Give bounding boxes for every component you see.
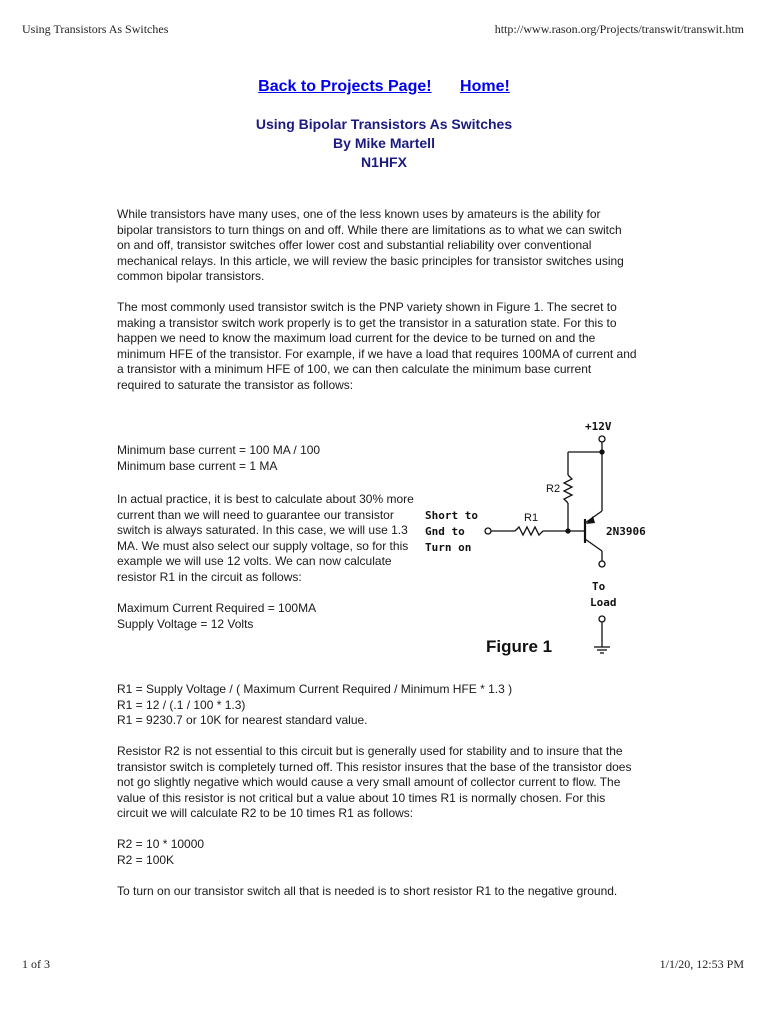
paragraph-pnp bbox=[117, 300, 637, 394]
calc-base-current bbox=[117, 443, 417, 474]
input-terminal bbox=[485, 528, 491, 534]
callsign-line: N1HFX bbox=[361, 154, 407, 170]
calc-line: R2 = 100K bbox=[117, 852, 175, 867]
paragraph-practice bbox=[117, 492, 417, 586]
back-to-projects-link[interactable]: Back to Projects Page! bbox=[258, 78, 432, 95]
supply-label: +12V bbox=[585, 420, 612, 433]
ground-icon bbox=[594, 622, 610, 653]
calc-line: Maximum Current Required = 100MA bbox=[117, 601, 317, 615]
paragraph-text: To turn on our transistor switch all that is needed is to short resistor R1 to the negative ground. bbox=[117, 884, 618, 898]
input-label-3: Turn on bbox=[425, 541, 472, 554]
r1-resistor bbox=[515, 527, 543, 535]
calc-line: Minimum base current = 1 MA bbox=[117, 458, 278, 473]
article-title bbox=[0, 115, 768, 172]
calc-line: Supply Voltage = 12 Volts bbox=[117, 616, 254, 631]
paragraph-text: Resistor R2 is not essential to this circuit but is generally used for stability and to insure that the transistor switch is completely turned off. This resistor insures that the base of the transistor does not go slightly negative which would cause a very small amount of collector current to flow. The value of this resistor is not critical but a value about 10 times R1 is normally chosen. For this circuit we will calculate R2 to be 10 times R1 as follows: bbox=[117, 744, 632, 821]
requirements bbox=[117, 601, 417, 632]
figure-1-schematic bbox=[420, 415, 670, 665]
figure-caption: Figure 1 bbox=[486, 637, 553, 656]
print-footer-date: 1/1/20, 12:53 PM bbox=[659, 957, 744, 971]
paragraph-r2 bbox=[117, 744, 637, 822]
author-line: By Mike Martell bbox=[333, 135, 435, 151]
load-terminal bbox=[599, 616, 605, 622]
calc-line: Minimum base current = 100 MA / 100 bbox=[117, 443, 321, 457]
calc-r1 bbox=[117, 682, 637, 729]
print-header-url: http://www.rason.org/Projects/transwit/transwit.htm bbox=[494, 22, 744, 36]
r2-label: R2 bbox=[546, 483, 561, 495]
print-header-title: Using Transistors As Switches bbox=[22, 22, 169, 36]
input-label-1: Short to bbox=[425, 509, 478, 522]
paragraph-turn-on bbox=[117, 884, 637, 900]
calc-r2 bbox=[117, 837, 637, 868]
title-line: Using Bipolar Transistors As Switches bbox=[255, 116, 513, 132]
transistor-label: 2N3906 bbox=[606, 525, 646, 538]
home-link[interactable]: Home! bbox=[460, 78, 510, 95]
supply-terminal bbox=[599, 436, 605, 442]
collector-terminal bbox=[599, 561, 605, 567]
print-footer-page: 1 of 3 bbox=[22, 957, 50, 971]
r2-resistor bbox=[564, 475, 572, 503]
calc-line: R1 = Supply Voltage / ( Maximum Current Required / Minimum HFE * 1.3 ) bbox=[117, 682, 513, 696]
paragraph-text: The most commonly used transistor switch is the PNP variety shown in Figure 1. The secret to making a transistor switch work properly is to get the transistor in a saturation state. For this to happen we need to know the maximum load current for the device to be turned on and the minimum HFE of the transistor. For example, if we have a load that requires 100MA of current and a transistor with a minimum HFE of 100, we can then calculate the minimum base current required to saturate the transistor as follows: bbox=[117, 300, 637, 392]
paragraph-text: While transistors have many uses, one of the less known uses by amateurs is the ability for bipolar transistors to turn things on and off. While there are limitations as to what we can switch on and off, transistor switches offer lower cost and substantial reliability over conventional mechanical relays. In this article, we will review the basic principles for transistor switches using common bipolar transistors. bbox=[117, 207, 624, 284]
to-label: To bbox=[592, 580, 606, 593]
paragraph-intro bbox=[117, 207, 637, 285]
calc-line: R1 = 12 / (.1 / 100 * 1.3) bbox=[117, 697, 246, 712]
paragraph-text: In actual practice, it is best to calculate about 30% more current than we will need to guarantee our transistor switch is always saturated. In this case, we will use 1.3 MA. We must also select our supply voltage, so for this example we will use 12 volts. We can now calculate resistor R1 in the circuit as follows: bbox=[117, 492, 414, 584]
load-label: Load bbox=[590, 596, 617, 609]
r1-label: R1 bbox=[524, 512, 539, 524]
calc-line: R2 = 10 * 10000 bbox=[117, 837, 205, 851]
calc-line: R1 = 9230.7 or 10K for nearest standard value. bbox=[117, 713, 368, 728]
nav-links bbox=[0, 78, 768, 96]
input-label-2: Gnd to bbox=[425, 525, 465, 538]
